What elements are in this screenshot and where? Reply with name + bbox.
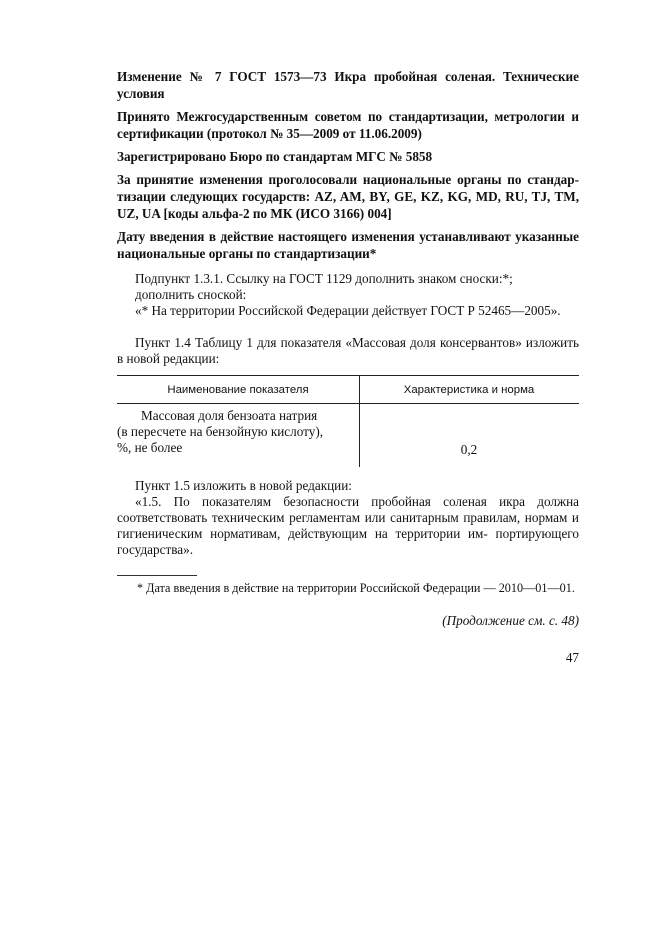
registration-note: Зарегистрировано Бюро по стандартам МГС № 5858 — [117, 149, 433, 164]
footnote: * Дата введения в действие на территории Российской Федерации — 2010—01—01. — [137, 581, 575, 595]
paragraph-clause-1-5: Пункт 1.5 изложить в новой редакции: — [135, 478, 352, 493]
document-title: Изменение № 7 ГОСТ 1573—73 Икра пробойная соленая. Технические условия — [117, 69, 579, 101]
table-top-rule — [117, 375, 579, 376]
paragraph-add-footnote: дополнить сноской: — [135, 287, 247, 302]
continuation-note: (Продолжение см. с. 48) — [442, 613, 579, 628]
adoption-note: Принято Межгосударственным советом по стандартизации, метрологии и сертификации (протокол № 35—2009 от 11.06.2009) — [117, 109, 579, 141]
paragraph-clause-1-4: Пункт 1.4 Таблицу 1 для показателя «Массовая доля консервантов» изложить в новой редакции: — [117, 335, 579, 366]
table-cell-indicator-name: Массовая доля бензоата натрия (в пересчете на бензойную кислоту), %, не более — [117, 408, 324, 455]
page-number: 47 — [565, 650, 579, 665]
paragraph-clause-1-5-text: «1.5. По показателям безопасности пробойная соленая икра должна соответствовать техническим регламентам или санитарным правилам, нормам и гигиеническим нормативам, действующим на территории им- портирующего государства». — [117, 494, 579, 557]
table-header-rule — [117, 403, 579, 404]
paragraph-subclause-1-3-1: Подпункт 1.3.1. Ссылку на ГОСТ 1129 дополнить знаком сноски:*; — [135, 271, 513, 286]
paragraph-footnote-text: «* На территории Российской Федерации действует ГОСТ Р 52465—2005». — [135, 303, 561, 318]
table-header-norm: Характеристика и норма — [403, 384, 535, 396]
effective-date-note: Дату введения в действие настоящего изменения устанавливают указанные национальные органы по стандартизации* — [117, 229, 579, 261]
table-1 — [117, 375, 579, 467]
table-cell-norm-value: 0,2 — [460, 442, 478, 457]
voting-note: За принятие изменения проголосовали национальные органы по стандар- тизации следующих государств: AZ, AM, BY, GE, KZ, KG, MD, RU, TJ, TM, UZ, UA [коды альфа-2 по МК (ИСО 3166) 004] — [117, 172, 579, 221]
table-header-indicator: Наименование показателя — [167, 384, 309, 396]
footnote-separator — [117, 575, 197, 576]
